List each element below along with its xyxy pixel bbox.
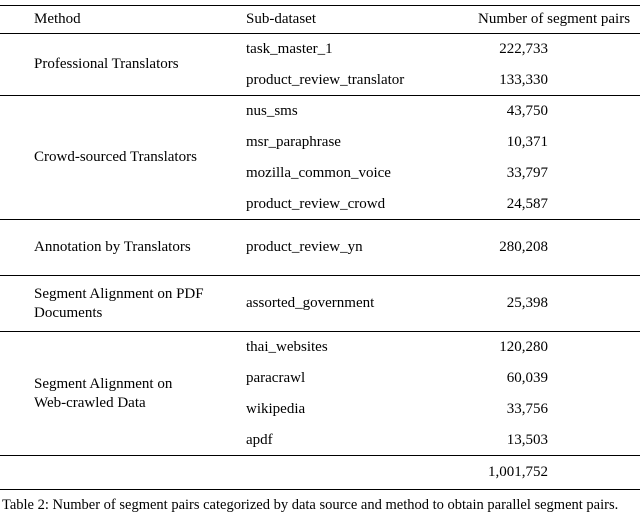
method-cell: Annotation by Translators [0, 220, 246, 276]
segment-pairs-count: 133,330 [499, 71, 548, 88]
segment-pairs-count: 33,756 [506, 400, 548, 417]
segment-pairs-count: 13,503 [506, 431, 548, 448]
subdataset-cell: task_master_1 [246, 33, 478, 64]
table-row [0, 96, 640, 127]
table-row [0, 332, 640, 363]
segment-pairs-table [0, 5, 640, 490]
column-header-method: Method [34, 11, 81, 27]
subdataset-cell: product_review_crowd [246, 195, 386, 212]
method-cell: Segment Alignment on Web-crawled Data [0, 332, 246, 456]
subdataset-cell: apdf [246, 431, 273, 448]
subdataset-cell: msr_paraphrase [246, 134, 341, 150]
method-cell: Segment Alignment on PDF Documents [0, 276, 246, 332]
segment-pairs-count: 280,208 [478, 220, 640, 276]
column-header-subdataset: Sub-dataset [246, 11, 316, 27]
table-row [0, 220, 640, 276]
segment-pairs-count: 120,280 [478, 332, 640, 363]
table-header [0, 6, 640, 34]
method-cell: Crowd-sourced Translators [0, 96, 246, 220]
subdataset-cell: mozilla_common_voice [246, 164, 391, 181]
subdataset-cell: paracrawl [246, 370, 306, 386]
total-row [0, 456, 640, 490]
table-body [0, 33, 640, 456]
segment-pairs-count: 24,587 [506, 195, 548, 212]
subdataset-cell: wikipedia [246, 400, 306, 417]
subdataset-cell: product_review_yn [246, 220, 478, 276]
total-count: 1,001,752 [488, 464, 548, 481]
subdataset-cell: assorted_government [246, 276, 478, 332]
subdataset-cell: product_review_translator [246, 71, 405, 88]
table-footer [0, 456, 640, 490]
header-row [0, 6, 640, 34]
table-row [0, 33, 640, 64]
segment-pairs-count: 60,039 [506, 370, 548, 386]
segment-pairs-count: 10,371 [506, 134, 548, 150]
table-row [0, 276, 640, 332]
subdataset-cell: thai_websites [246, 332, 478, 363]
segment-pairs-count: 25,398 [478, 276, 640, 332]
segment-pairs-count: 222,733 [478, 33, 640, 64]
total-row-spacer [0, 456, 478, 490]
column-header-count: Number of segment pairs [478, 11, 631, 27]
method-cell: Professional Translators [0, 33, 246, 96]
table-caption: Table 2: Number of segment pairs categorized by data source and method to obtain parallel segment pairs. [2, 497, 619, 513]
segment-pairs-count: 33,797 [506, 164, 548, 181]
subdataset-cell: nus_sms [246, 96, 478, 127]
segment-pairs-count: 43,750 [478, 96, 640, 127]
